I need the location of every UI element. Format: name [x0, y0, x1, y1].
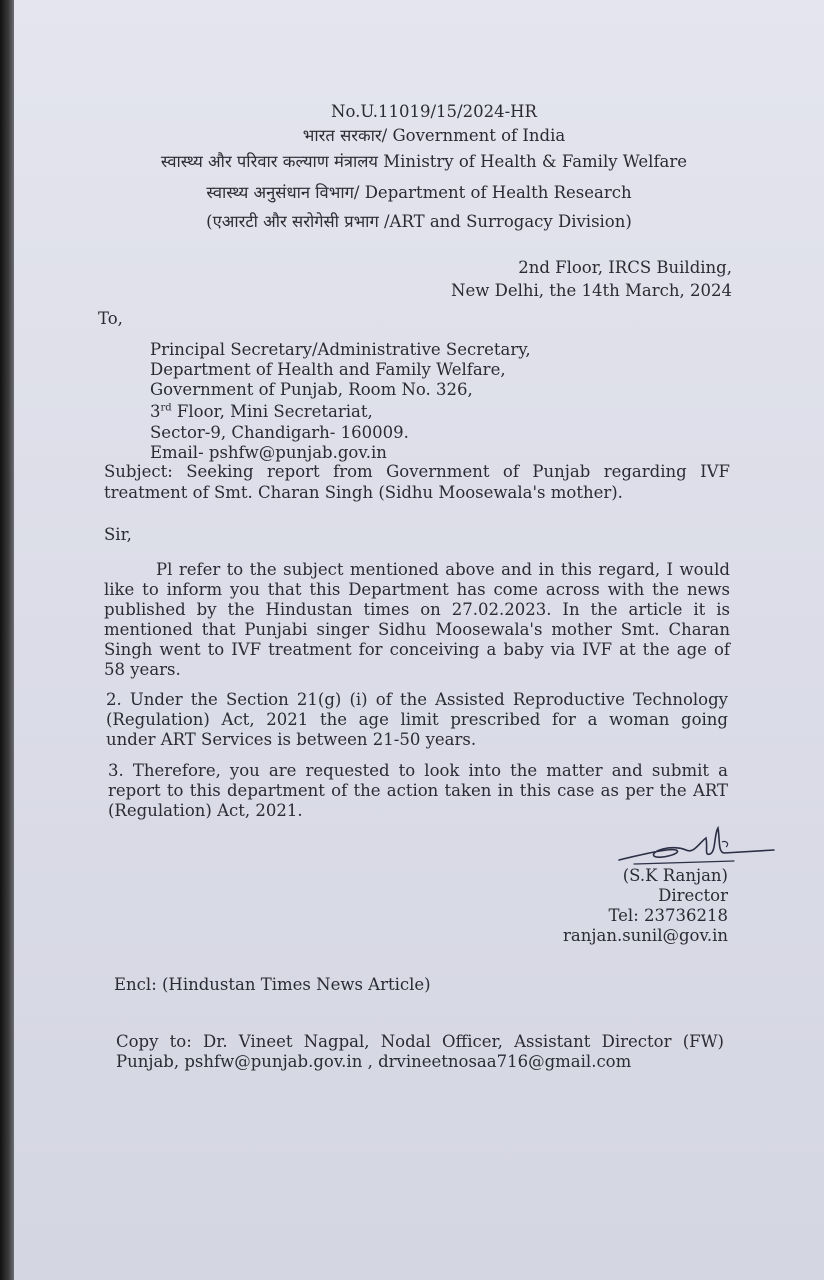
- body-paragraph-1-line: mentioned that Punjabi singer Sidhu Moosewala's mother Smt. Charan: [104, 620, 730, 639]
- subject-line: Subject: Seeking report from Government of Punjab regarding IVF: [104, 462, 730, 481]
- letter-page: [14, 0, 824, 1280]
- body-paragraph-1-line: 58 years.: [104, 660, 181, 679]
- signatory-title: Director: [658, 886, 728, 905]
- salutation: Sir,: [104, 525, 132, 544]
- letter-date: New Delhi, the 14th March, 2024: [451, 281, 732, 300]
- enclosure-note: Encl: (Hindustan Times News Article): [114, 975, 431, 994]
- signatory-name: (S.K Ranjan): [622, 866, 728, 885]
- body-paragraph-2-line: 2. Under the Section 21(g) (i) of the Assisted Reproductive Technology: [106, 690, 728, 709]
- header-division: (एआरटी और सरोगेसी प्रभाग /ART and Surrogacy Division): [206, 212, 632, 231]
- body-paragraph-3-line: report to this department of the action taken in this case as per the ART: [108, 781, 728, 800]
- header-department: स्वास्थ्य अनुसंधान विभाग/ Department of Health Research: [206, 183, 632, 202]
- body-paragraph-3-line: (Regulation) Act, 2021.: [108, 801, 303, 820]
- body-paragraph-1-line: Singh went to IVF treatment for conceiving a baby via IVF at the age of: [104, 640, 730, 659]
- reference-number: No.U.11019/15/2024-HR: [331, 102, 537, 121]
- body-paragraph-1-line: like to inform you that this Department has come across with the news: [104, 580, 730, 599]
- subject-line: treatment of Smt. Charan Singh (Sidhu Moosewala's mother).: [104, 483, 623, 502]
- addressee-line: Government of Punjab, Room No. 326,: [150, 380, 473, 399]
- header-ministry: स्वास्थ्य और परिवार कल्याण मंत्रालय Ministry of Health & Family Welfare: [160, 152, 688, 171]
- signatory-email: ranjan.sunil@gov.in: [563, 926, 728, 945]
- addressee-line: 3rd Floor, Mini Secretariat,: [150, 402, 373, 421]
- body-paragraph-3-line: 3. Therefore, you are requested to look into the matter and submit a: [108, 761, 728, 780]
- body-paragraph-2-line: (Regulation) Act, 2021 the age limit prescribed for a woman going: [106, 710, 728, 729]
- header-government: भारत सरकार/ Government of India: [302, 126, 566, 145]
- addressee-line: Sector-9, Chandigarh- 160009.: [150, 423, 409, 442]
- body-paragraph-1-line: Pl refer to the subject mentioned above and in this regard, I would: [156, 560, 730, 579]
- copy-to-line: Copy to: Dr. Vineet Nagpal, Nodal Officer, Assistant Director (FW): [116, 1032, 724, 1051]
- to-label: To,: [98, 309, 123, 328]
- addressee-email: Email- pshfw@punjab.gov.in: [150, 443, 387, 462]
- addressee-line: Principal Secretary/Administrative Secretary,: [150, 340, 531, 359]
- copy-to-line: Punjab, pshfw@punjab.gov.in , drvineetnosaa716@gmail.com: [116, 1052, 632, 1071]
- photo-background-edge: [0, 0, 14, 1280]
- handwritten-signature: [614, 820, 784, 870]
- body-paragraph-1-line: published by the Hindustan times on 27.02.2023. In the article it is: [104, 600, 730, 619]
- addressee-line: Department of Health and Family Welfare,: [150, 360, 506, 379]
- body-paragraph-2-line: under ART Services is between 21-50 years.: [106, 730, 477, 749]
- address-line: 2nd Floor, IRCS Building,: [518, 258, 732, 277]
- signatory-phone: Tel: 23736218: [608, 906, 728, 925]
